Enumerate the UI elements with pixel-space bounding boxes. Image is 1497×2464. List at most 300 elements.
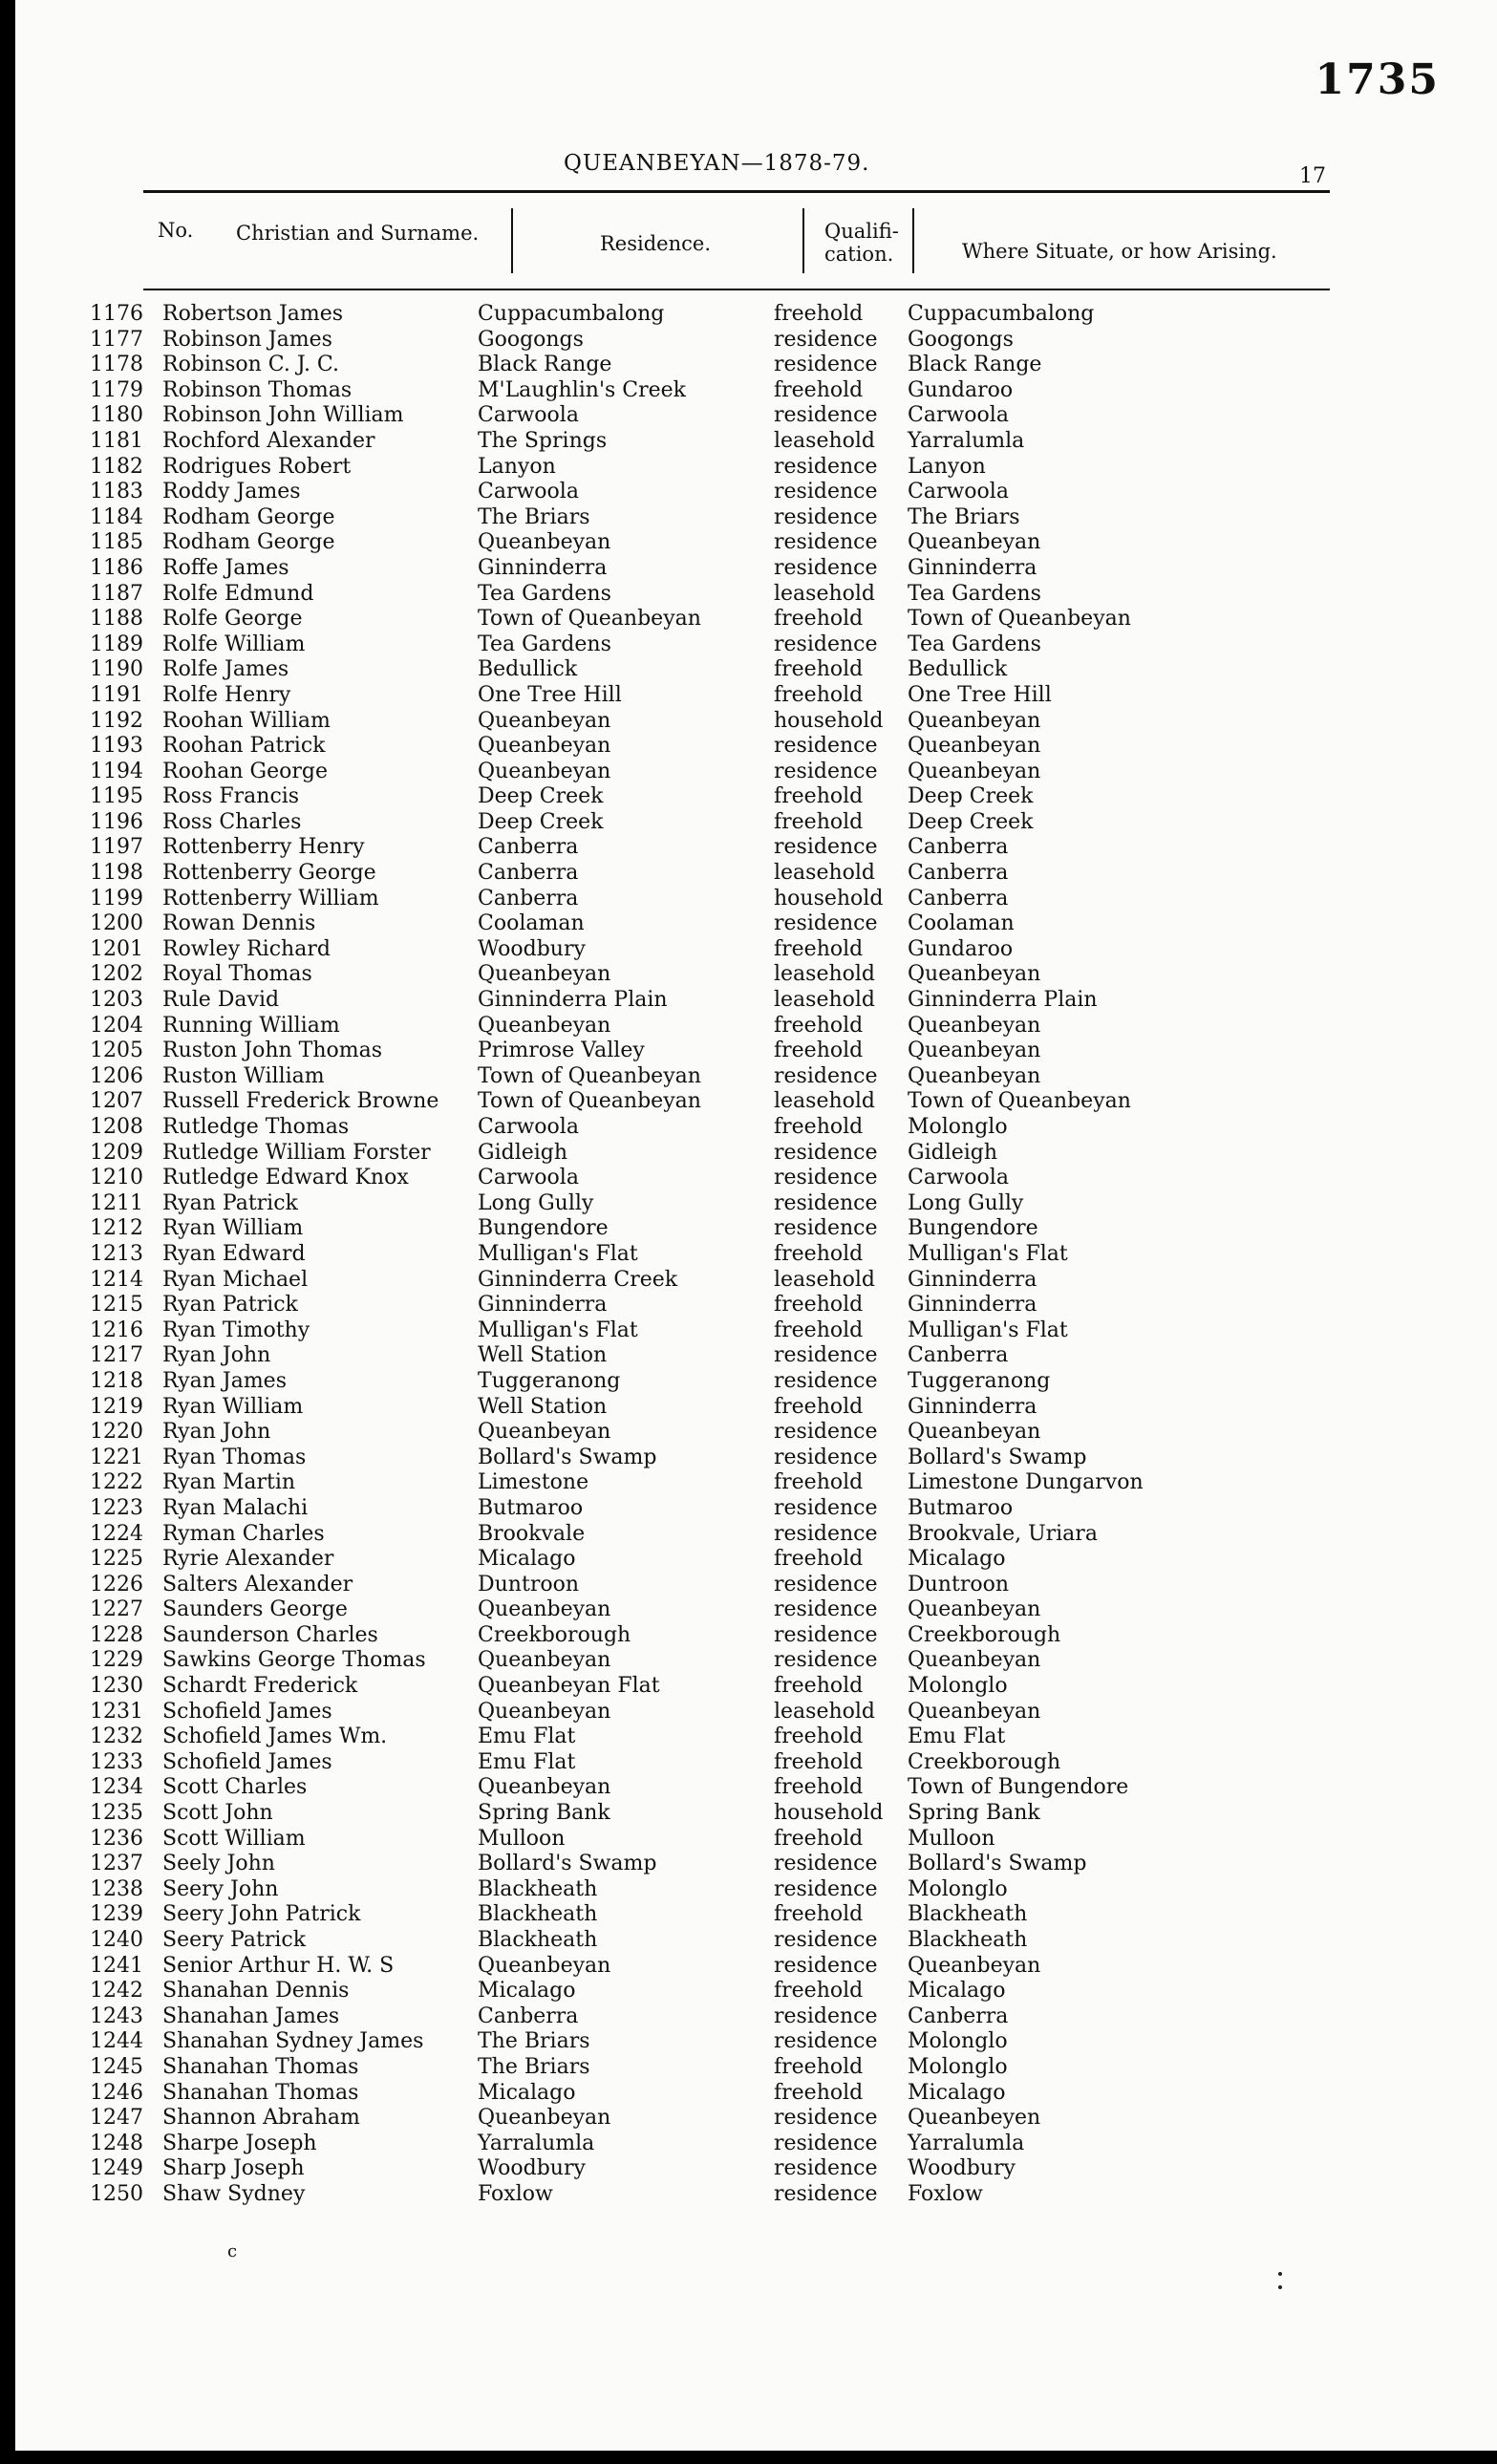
entry-number: 1199 bbox=[90, 886, 143, 911]
list-item bbox=[57, 530, 1318, 556]
entry-number: 1247 bbox=[90, 2106, 143, 2131]
qualification: freehold bbox=[774, 784, 864, 809]
list-item bbox=[57, 709, 1318, 735]
residence: The Briars bbox=[478, 2029, 590, 2054]
where-situate: Mulligan's Flat bbox=[908, 1318, 1068, 1342]
voter-name: Rolfe Edmund bbox=[162, 581, 314, 606]
entry-number: 1194 bbox=[90, 759, 143, 783]
list-item bbox=[57, 2106, 1318, 2132]
qualification: residence bbox=[774, 1648, 878, 1673]
where-situate: Lanyon bbox=[908, 454, 986, 479]
voter-name: Scott John bbox=[162, 1801, 273, 1826]
where-situate: Carwoola bbox=[908, 403, 1009, 428]
voter-name: Roffe James bbox=[162, 555, 289, 580]
list-item bbox=[57, 378, 1318, 404]
list-item bbox=[57, 1014, 1318, 1039]
entry-number: 1229 bbox=[90, 1648, 143, 1673]
qualification: leasehold bbox=[774, 962, 876, 987]
entry-number: 1195 bbox=[90, 784, 143, 809]
residence: Foxlow bbox=[478, 2181, 553, 2206]
voter-name: Rottenberry George bbox=[162, 861, 376, 886]
residence: Queanbeyan bbox=[478, 1699, 611, 1724]
qualification: leasehold bbox=[774, 1699, 876, 1724]
list-item bbox=[57, 2004, 1318, 2030]
entry-number: 1196 bbox=[90, 809, 143, 834]
qualification: household bbox=[774, 1801, 884, 1826]
list-item bbox=[57, 2081, 1318, 2107]
residence: Queanbeyan bbox=[478, 734, 611, 759]
where-situate: Queanbeyen bbox=[908, 2106, 1041, 2131]
residence: Limestone bbox=[478, 1470, 589, 1495]
residence: Duntroon bbox=[478, 1572, 579, 1596]
voter-name: Seery Patrick bbox=[162, 1928, 307, 1952]
qualification: residence bbox=[774, 454, 878, 479]
where-situate: Canberra bbox=[908, 886, 1009, 911]
qualification: leasehold bbox=[774, 988, 876, 1013]
qualification: residence bbox=[774, 327, 878, 352]
voter-name: Ryan Thomas bbox=[162, 1445, 307, 1469]
qualification: residence bbox=[774, 1622, 878, 1647]
residence: The Springs bbox=[478, 428, 608, 453]
list-item bbox=[57, 1166, 1318, 1191]
where-situate: Queanbeyan bbox=[908, 1953, 1041, 1978]
entry-number: 1208 bbox=[90, 1115, 143, 1139]
list-item bbox=[57, 1064, 1318, 1090]
residence: Queanbeyan bbox=[478, 530, 611, 555]
list-item bbox=[57, 302, 1318, 328]
qualification: residence bbox=[774, 1063, 878, 1088]
voter-name: Robinson John William bbox=[162, 403, 404, 428]
qualification: residence bbox=[774, 480, 878, 504]
entry-number: 1213 bbox=[90, 1241, 143, 1266]
residence: Micalago bbox=[478, 1547, 576, 1572]
list-item bbox=[57, 835, 1318, 861]
where-situate: Creekborough bbox=[908, 1749, 1061, 1774]
voter-name: Shanahan James bbox=[162, 2003, 340, 2028]
entry-number: 1197 bbox=[90, 835, 143, 860]
voter-name: Rottenberry William bbox=[162, 886, 379, 911]
qualification: residence bbox=[774, 353, 878, 377]
where-situate: Tea Gardens bbox=[908, 632, 1041, 656]
voter-name: Rochford Alexander bbox=[162, 428, 375, 453]
voter-name: Shanahan Dennis bbox=[162, 1979, 350, 2003]
list-item bbox=[57, 2029, 1318, 2055]
qualification: freehold bbox=[774, 1547, 864, 1572]
column-header-residence: Residence. bbox=[600, 232, 711, 255]
entry-number: 1222 bbox=[90, 1470, 143, 1495]
voter-name: Ryan John bbox=[162, 1420, 271, 1445]
where-situate: Limestone Dungarvon bbox=[908, 1470, 1144, 1495]
entry-number: 1182 bbox=[90, 454, 143, 479]
where-situate: Canberra bbox=[908, 1343, 1009, 1368]
residence: Mulligan's Flat bbox=[478, 1241, 638, 1266]
entry-number: 1191 bbox=[90, 682, 143, 707]
where-situate: Queanbeyan bbox=[908, 734, 1041, 759]
entry-number: 1210 bbox=[90, 1166, 143, 1190]
where-situate: Yarralumla bbox=[908, 2131, 1025, 2155]
voter-name: Rolfe William bbox=[162, 632, 306, 656]
residence: Town of Queanbeyan bbox=[478, 1063, 701, 1088]
qualification: freehold bbox=[774, 809, 864, 834]
list-item bbox=[57, 937, 1318, 963]
qualification: freehold bbox=[774, 2080, 864, 2105]
where-situate: Mulloon bbox=[908, 1826, 995, 1851]
where-situate: Emu Flat bbox=[908, 1725, 1006, 1749]
entry-number: 1188 bbox=[90, 607, 143, 632]
voter-name: Seery John bbox=[162, 1876, 279, 1901]
voter-name: Rowley Richard bbox=[162, 936, 331, 961]
voter-name: Scott William bbox=[162, 1826, 306, 1851]
qualification: freehold bbox=[774, 1725, 864, 1749]
entry-number: 1231 bbox=[90, 1699, 143, 1724]
voter-name: Ruston John Thomas bbox=[162, 1039, 383, 1063]
voter-name: Robinson Thomas bbox=[162, 377, 353, 402]
column-header-where: Where Situate, or how Arising. bbox=[962, 240, 1277, 263]
voter-name: Sharp Joseph bbox=[162, 2156, 305, 2181]
entry-number: 1227 bbox=[90, 1597, 143, 1622]
list-item bbox=[57, 1216, 1318, 1242]
where-situate: Canberra bbox=[908, 835, 1009, 860]
list-item bbox=[57, 1775, 1318, 1801]
qualification: freehold bbox=[774, 1775, 864, 1800]
qualification: residence bbox=[774, 1216, 878, 1241]
where-situate: Ginninderra Plain bbox=[908, 988, 1098, 1013]
entry-number: 1236 bbox=[90, 1826, 143, 1851]
voter-name: Robertson James bbox=[162, 302, 344, 326]
entry-number: 1185 bbox=[90, 530, 143, 555]
list-item bbox=[57, 1191, 1318, 1217]
residence: Tea Gardens bbox=[478, 581, 611, 606]
list-item bbox=[57, 1039, 1318, 1064]
list-item bbox=[57, 1902, 1318, 1928]
qualification: freehold bbox=[774, 936, 864, 961]
entry-number: 1248 bbox=[90, 2131, 143, 2155]
voter-name: Rowan Dennis bbox=[162, 911, 316, 936]
entry-number: 1189 bbox=[90, 632, 143, 656]
voter-name: Russell Frederick Browne bbox=[162, 1089, 439, 1114]
residence: Queanbeyan bbox=[478, 1775, 611, 1800]
residence: Woodbury bbox=[478, 2156, 586, 2181]
qualification: freehold bbox=[774, 1470, 864, 1495]
qualification: residence bbox=[774, 759, 878, 783]
electoral-roll-list bbox=[57, 302, 1318, 2208]
where-situate: Queanbeyan bbox=[908, 1648, 1041, 1673]
header-rule-top bbox=[143, 190, 1330, 193]
running-title: QUEANBEYAN—1878-79. bbox=[564, 151, 870, 176]
list-item bbox=[57, 2132, 1318, 2157]
residence: Emu Flat bbox=[478, 1725, 576, 1749]
where-situate: Canberra bbox=[908, 861, 1009, 886]
qualification: residence bbox=[774, 1445, 878, 1469]
residence: Canberra bbox=[478, 886, 579, 911]
residence: Long Gully bbox=[478, 1190, 594, 1215]
list-item bbox=[57, 1141, 1318, 1167]
residence: Gidleigh bbox=[478, 1140, 568, 1165]
qualification: residence bbox=[774, 2003, 878, 2028]
voter-name: Rolfe James bbox=[162, 657, 289, 682]
residence: Cuppacumbalong bbox=[478, 302, 665, 326]
voter-name: Salters Alexander bbox=[162, 1572, 353, 1596]
voter-name: Scott Charles bbox=[162, 1775, 308, 1800]
voter-name: Ryan Patrick bbox=[162, 1293, 298, 1318]
where-situate: Mulligan's Flat bbox=[908, 1241, 1068, 1266]
entry-number: 1235 bbox=[90, 1801, 143, 1826]
residence: Tea Gardens bbox=[478, 632, 611, 656]
entry-number: 1245 bbox=[90, 2054, 143, 2079]
residence: Ginninderra Plain bbox=[478, 988, 668, 1013]
qualification: freehold bbox=[774, 1318, 864, 1342]
list-item bbox=[57, 1369, 1318, 1395]
residence: Blackheath bbox=[478, 1902, 598, 1927]
where-situate: Deep Creek bbox=[908, 809, 1034, 834]
where-situate: Queanbeyan bbox=[908, 759, 1041, 783]
voter-name: Shannon Abraham bbox=[162, 2106, 360, 2131]
entry-number: 1225 bbox=[90, 1547, 143, 1572]
list-item bbox=[57, 582, 1318, 608]
qualification: freehold bbox=[774, 1902, 864, 1927]
entry-number: 1217 bbox=[90, 1343, 143, 1368]
entry-number: 1183 bbox=[90, 480, 143, 504]
where-situate: Gundaroo bbox=[908, 377, 1014, 402]
voter-name: Robinson James bbox=[162, 327, 332, 352]
list-item bbox=[57, 2182, 1318, 2208]
entry-number: 1204 bbox=[90, 1013, 143, 1038]
residence: Micalago bbox=[478, 2080, 576, 2105]
header-rule-bottom bbox=[143, 289, 1330, 290]
where-situate: Woodbury bbox=[908, 2156, 1016, 2181]
residence: Lanyon bbox=[478, 454, 556, 479]
qualification: residence bbox=[774, 2029, 878, 2054]
voter-name: Ryan Malachi bbox=[162, 1495, 309, 1520]
voter-name: Running William bbox=[162, 1013, 340, 1038]
entry-number: 1190 bbox=[90, 657, 143, 682]
where-situate: Long Gully bbox=[908, 1190, 1024, 1215]
voter-name: Rutledge Thomas bbox=[162, 1115, 350, 1139]
qualification: residence bbox=[774, 1953, 878, 1978]
where-situate: Micalago bbox=[908, 1979, 1006, 2003]
column-separator bbox=[912, 208, 914, 273]
list-item bbox=[57, 988, 1318, 1014]
where-situate: Carwoola bbox=[908, 1166, 1009, 1190]
voter-name: Rottenberry Henry bbox=[162, 835, 365, 860]
residence: Micalago bbox=[478, 1979, 576, 2003]
residence: Queanbeyan bbox=[478, 1648, 611, 1673]
entry-number: 1224 bbox=[90, 1521, 143, 1546]
entry-number: 1192 bbox=[90, 708, 143, 733]
qualification: freehold bbox=[774, 682, 864, 707]
list-item bbox=[57, 1979, 1318, 2004]
list-item bbox=[57, 861, 1318, 887]
entry-number: 1237 bbox=[90, 1852, 143, 1876]
residence: Carwoola bbox=[478, 1166, 579, 1190]
residence: One Tree Hill bbox=[478, 682, 622, 707]
residence: Town of Queanbeyan bbox=[478, 607, 701, 632]
where-situate: Town of Bungendore bbox=[908, 1775, 1129, 1800]
where-situate: Brookvale, Uriara bbox=[908, 1521, 1098, 1546]
where-situate: Bungendore bbox=[908, 1216, 1038, 1241]
entry-number: 1216 bbox=[90, 1318, 143, 1342]
residence: The Briars bbox=[478, 2054, 590, 2079]
qualification: residence bbox=[774, 2156, 878, 2181]
residence: Queanbeyan bbox=[478, 1953, 611, 1978]
residence: Primrose Valley bbox=[478, 1039, 645, 1063]
voter-name: Sharpe Joseph bbox=[162, 2131, 317, 2155]
voter-name: Ross Francis bbox=[162, 784, 300, 809]
entry-number: 1241 bbox=[90, 1953, 143, 1978]
column-separator bbox=[802, 208, 804, 273]
voter-name: Ryan William bbox=[162, 1216, 304, 1241]
where-situate: Cuppacumbalong bbox=[908, 302, 1095, 326]
list-item bbox=[57, 480, 1318, 505]
where-situate: Bedullick bbox=[908, 657, 1008, 682]
qualification: residence bbox=[774, 504, 878, 529]
entry-number: 1246 bbox=[90, 2080, 143, 2105]
voter-name: Ryan Edward bbox=[162, 1241, 306, 1266]
list-item bbox=[57, 1343, 1318, 1369]
list-item bbox=[57, 810, 1318, 836]
residence: Ginninderra bbox=[478, 555, 608, 580]
where-situate: Gundaroo bbox=[908, 936, 1014, 961]
voter-name: Rodham George bbox=[162, 504, 335, 529]
voter-name: Shanahan Thomas bbox=[162, 2054, 359, 2079]
entry-number: 1234 bbox=[90, 1775, 143, 1800]
residence: M'Laughlin's Creek bbox=[478, 377, 687, 402]
qualification: freehold bbox=[774, 1394, 864, 1419]
where-situate: Ginninderra bbox=[908, 1267, 1037, 1292]
qualification: household bbox=[774, 886, 884, 911]
where-situate: Molonglo bbox=[908, 2029, 1008, 2054]
page-number: 1735 bbox=[1315, 55, 1440, 104]
residence: Googongs bbox=[478, 327, 584, 352]
list-item bbox=[57, 1877, 1318, 1903]
where-situate: Tuggeranong bbox=[908, 1368, 1051, 1393]
where-situate: Spring Bank bbox=[908, 1801, 1040, 1826]
entry-number: 1205 bbox=[90, 1039, 143, 1063]
entry-number: 1184 bbox=[90, 504, 143, 529]
residence: The Briars bbox=[478, 504, 590, 529]
column-separator bbox=[511, 208, 513, 273]
voter-name: Rolfe Henry bbox=[162, 682, 291, 707]
qualification: residence bbox=[774, 403, 878, 428]
qualification: residence bbox=[774, 1495, 878, 1520]
where-situate: Town of Queanbeyan bbox=[908, 1089, 1131, 1114]
where-situate: Blackheath bbox=[908, 1902, 1028, 1927]
voter-name: Rutledge Edward Knox bbox=[162, 1166, 409, 1190]
list-item bbox=[57, 887, 1318, 912]
residence: Queanbeyan Flat bbox=[478, 1674, 660, 1699]
residence: Town of Queanbeyan bbox=[478, 1089, 701, 1114]
residence: Emu Flat bbox=[478, 1749, 576, 1774]
qualification: household bbox=[774, 708, 884, 733]
entry-number: 1181 bbox=[90, 428, 143, 453]
list-item bbox=[57, 2055, 1318, 2081]
list-item bbox=[57, 1115, 1318, 1141]
list-item bbox=[57, 1420, 1318, 1446]
where-situate: Queanbeyan bbox=[908, 1013, 1041, 1038]
where-situate: One Tree Hill bbox=[908, 682, 1052, 707]
entry-number: 1214 bbox=[90, 1267, 143, 1292]
list-item bbox=[57, 455, 1318, 481]
voter-name: Ryan William bbox=[162, 1394, 304, 1419]
qualification: residence bbox=[774, 1343, 878, 1368]
residence: Well Station bbox=[478, 1343, 608, 1368]
voter-name: Rodrigues Robert bbox=[162, 454, 352, 479]
footer-mark: c bbox=[227, 2241, 238, 2261]
list-item bbox=[57, 1293, 1318, 1318]
qualification: residence bbox=[774, 1521, 878, 1546]
where-situate: Molonglo bbox=[908, 1876, 1008, 1901]
list-item bbox=[57, 962, 1318, 988]
list-item bbox=[57, 1573, 1318, 1598]
entry-number: 1238 bbox=[90, 1876, 143, 1901]
entry-number: 1203 bbox=[90, 988, 143, 1013]
residence: Creekborough bbox=[478, 1622, 631, 1647]
list-item bbox=[57, 632, 1318, 658]
where-situate: Town of Queanbeyan bbox=[908, 607, 1131, 632]
voter-name: Senior Arthur H. W. S bbox=[162, 1953, 395, 1978]
list-item bbox=[57, 556, 1318, 582]
list-item bbox=[57, 784, 1318, 810]
list-item bbox=[57, 1242, 1318, 1268]
list-item bbox=[57, 1954, 1318, 1980]
qualification: residence bbox=[774, 555, 878, 580]
residence: Spring Bank bbox=[478, 1801, 610, 1826]
list-item bbox=[57, 1268, 1318, 1294]
scan-speck bbox=[1278, 2272, 1282, 2276]
qualification: residence bbox=[774, 1852, 878, 1876]
qualification: residence bbox=[774, 2106, 878, 2131]
qualification: freehold bbox=[774, 1293, 864, 1318]
residence: Ginninderra bbox=[478, 1293, 608, 1318]
where-situate: Duntroon bbox=[908, 1572, 1009, 1596]
residence: Carwoola bbox=[478, 480, 579, 504]
sheet-number: 17 bbox=[1299, 164, 1326, 188]
list-item bbox=[57, 353, 1318, 378]
qualification: freehold bbox=[774, 302, 864, 326]
qualification: freehold bbox=[774, 1039, 864, 1063]
where-situate: Queanbeyan bbox=[908, 530, 1041, 555]
voter-name: Ross Charles bbox=[162, 809, 302, 834]
entry-number: 1207 bbox=[90, 1089, 143, 1114]
voter-name: Shanahan Thomas bbox=[162, 2080, 359, 2105]
where-situate: Ginninderra bbox=[908, 1293, 1037, 1318]
where-situate: Queanbeyan bbox=[908, 708, 1041, 733]
voter-name: Royal Thomas bbox=[162, 962, 312, 987]
voter-name: Robinson C. J. C. bbox=[162, 353, 339, 377]
voter-name: Schofield James bbox=[162, 1699, 332, 1724]
voter-name: Roddy James bbox=[162, 480, 301, 504]
entry-number: 1240 bbox=[90, 1928, 143, 1952]
residence: Brookvale bbox=[478, 1521, 586, 1546]
entry-number: 1228 bbox=[90, 1622, 143, 1647]
voter-name: Rolfe George bbox=[162, 607, 303, 632]
list-item bbox=[57, 1700, 1318, 1725]
voter-name: Ryan Patrick bbox=[162, 1190, 298, 1215]
where-situate: The Briars bbox=[908, 504, 1020, 529]
residence: Bollard's Swamp bbox=[478, 1445, 657, 1469]
where-situate: Queanbeyan bbox=[908, 1420, 1041, 1445]
where-situate: Blackheath bbox=[908, 1928, 1028, 1952]
qualification: residence bbox=[774, 632, 878, 656]
voter-name: Shaw Sydney bbox=[162, 2181, 306, 2206]
qualification: freehold bbox=[774, 1013, 864, 1038]
residence: Bollard's Swamp bbox=[478, 1852, 657, 1876]
list-item bbox=[57, 1623, 1318, 1649]
residence: Black Range bbox=[478, 353, 612, 377]
entry-number: 1232 bbox=[90, 1725, 143, 1749]
where-situate: Queanbeyan bbox=[908, 962, 1041, 987]
voter-name: Saunders George bbox=[162, 1597, 348, 1622]
